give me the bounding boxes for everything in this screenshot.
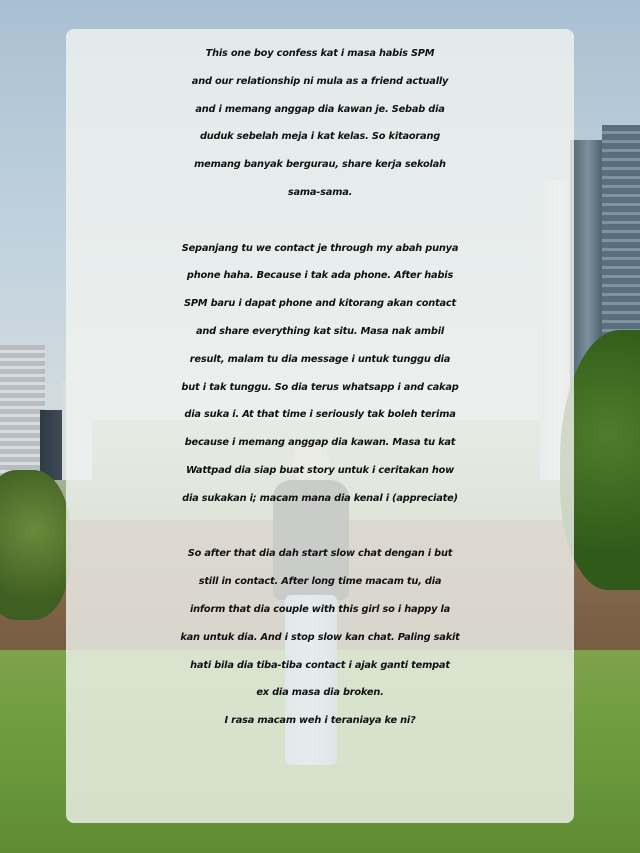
- text-line: dia sukakan i; macam mana dia kenal i (appreciate): [182, 492, 458, 504]
- text-line: and our relationship ni mula as a friend actually: [191, 75, 449, 87]
- text-line: sama-sama.: [287, 186, 353, 198]
- text-line: memang banyak bergurau, share kerja sekolah: [194, 159, 446, 171]
- text-line: still in contact. After long time macam tu, dia: [198, 576, 442, 588]
- paragraph-gap: [66, 513, 574, 541]
- shrub: [0, 470, 70, 620]
- text-line: phone haha. Because i tak ada phone. After habis: [186, 270, 454, 282]
- paragraph-2: [66, 235, 574, 513]
- text-line: inform that dia couple with this girl so i happy la: [189, 603, 451, 615]
- text-line: This one boy confess kat i masa habis SPM: [205, 48, 435, 59]
- text-line: hati bila dia tiba-tiba contact i ajak ganti tempat: [190, 659, 450, 671]
- text-line: Wattpad dia siap buat story untuk i ceritakan how: [185, 464, 455, 476]
- text-line: result, malam tu dia message i untuk tunggu dia: [189, 353, 451, 365]
- text-line: I rasa macam weh i teraniaya ke ni?: [224, 715, 416, 727]
- text-line: and share everything kat situ. Masa nak ambil: [195, 325, 445, 337]
- text-line: dia suka i. At that time i seriously tak boleh terima: [184, 409, 456, 421]
- paragraph-1: [66, 40, 574, 207]
- text-line: duduk sebelah meja i kat kelas. So kitaorang: [199, 131, 441, 143]
- paragraph-gap: [66, 207, 574, 235]
- text-line: ex dia masa dia broken.: [256, 687, 384, 699]
- building: [0, 345, 45, 475]
- text-line: and i memang anggap dia kawan je. Sebab dia: [195, 103, 445, 115]
- story-text: [66, 40, 574, 735]
- text-line: but i tak tunggu. So dia terus whatsapp i and cakap: [181, 381, 459, 393]
- text-line: Sepanjang tu we contact je through my abah punya: [181, 242, 459, 254]
- text-line: kan untuk dia. And i stop slow kan chat. Paling sakit: [180, 631, 460, 643]
- paragraph-3: [66, 540, 574, 735]
- text-line: So after that dia dah start slow chat dengan i but: [187, 548, 453, 560]
- text-line: SPM baru i dapat phone and kitorang akan contact: [183, 298, 457, 310]
- text-line: because i memang anggap dia kawan. Masa tu kat: [184, 437, 456, 449]
